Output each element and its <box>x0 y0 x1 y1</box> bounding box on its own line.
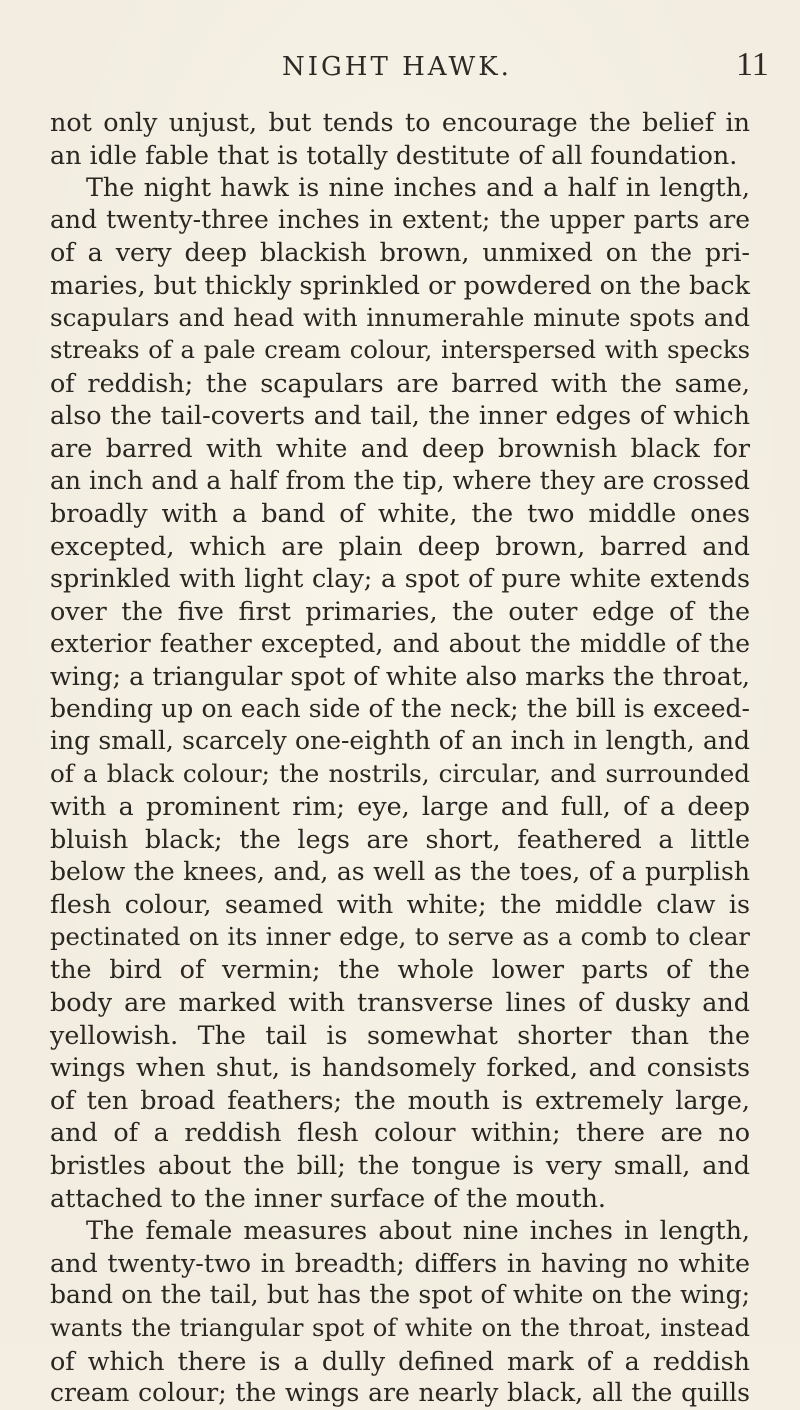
text-line: and twenty-two in breadth; differs in having no white <box>50 1247 750 1278</box>
text-line: excepted, which are plain deep brown, barred and <box>50 530 750 561</box>
text-line: not only unjust, but tends to encourage the belief in <box>50 107 750 137</box>
running-title: NIGHT HAWK. <box>282 52 512 82</box>
text-line: with a prominent rim; eye, large and full, of a deep <box>50 791 750 822</box>
text-line: bending up on each side of the neck; the bill is exceed- <box>50 693 750 723</box>
text-line: ing small, scarcely one-eighth of an inch in length, and <box>50 726 750 756</box>
text-line: wings when shut, is handsomely forked, and consists <box>50 1052 750 1083</box>
text-line: of a black colour; the nostrils, circular, and surrounded <box>50 758 750 788</box>
text-line: bluish black; the legs are short, feathered a little <box>50 824 750 855</box>
text-line: an idle fable that is totally destitute of all foundation. <box>50 139 738 170</box>
text-line: cream colour; the wings are nearly black, all the quills <box>50 1378 750 1408</box>
text-line: band on the tail, but has the spot of white on the wing; <box>50 1280 750 1310</box>
text-line: bristles about the bill; the tongue is very small, and <box>50 1150 750 1180</box>
text-line: yellowish. The tail is somewhat shorter than the <box>50 1019 750 1050</box>
body-text <box>50 106 750 1410</box>
text-line: exterior feather excepted, and about the middle of the <box>50 628 750 658</box>
text-line: The night hawk is nine inches and a half in length, <box>86 172 750 203</box>
text-line: of a very deep blackish brown, unmixed on the pri- <box>50 237 750 268</box>
text-line: also the tail-coverts and tail, the inner edges of which <box>50 400 750 431</box>
text-line: pectinated on its inner edge, to serve as a comb to clear <box>50 922 750 951</box>
text-line: maries, but thickly sprinkled or powdered on the back <box>50 269 751 300</box>
text-line: of reddish; the scapulars are barred with the same, <box>50 367 750 398</box>
text-line: over the five first primaries, the outer edge of the <box>50 595 750 626</box>
text-line: broadly with a band of white, the two middle ones <box>50 498 750 529</box>
text-line: flesh colour, seamed with white; the middle claw is <box>50 889 750 920</box>
text-line: are barred with white and deep brownish black for <box>50 432 750 463</box>
text-line: scapulars and head with innumerahle minute spots and <box>50 302 750 332</box>
text-line: and of a reddish flesh colour within; there are no <box>50 1117 750 1148</box>
text-line: the bird of vermin; the whole lower parts of the <box>50 954 750 985</box>
running-header <box>0 46 800 92</box>
page-number: 11 <box>736 46 769 83</box>
text-line: wing; a triangular spot of white also marks the throat, <box>50 661 750 692</box>
text-line: and twenty-three inches in extent; the upper parts are <box>50 204 750 234</box>
text-line: sprinkled with light clay; a spot of pure white extends <box>50 563 750 594</box>
text-line: body are marked with transverse lines of dusky and <box>50 987 750 1018</box>
text-line: an inch and a half from the tip, where they are crossed <box>50 465 750 495</box>
text-line: streaks of a pale cream colour, interspersed with specks <box>50 336 750 365</box>
text-line: of which there is a dully defined mark of a reddish <box>50 1345 750 1376</box>
text-line: The female measures about nine inches in length, <box>86 1215 750 1246</box>
text-line: of ten broad feathers; the mouth is extremely large, <box>50 1084 750 1115</box>
text-line: wants the triangular spot of white on the throat, instead <box>50 1313 750 1342</box>
text-line: below the knees, and, as well as the toes, of a purplish <box>50 856 750 886</box>
text-line: attached to the inner surface of the mouth. <box>50 1182 607 1213</box>
